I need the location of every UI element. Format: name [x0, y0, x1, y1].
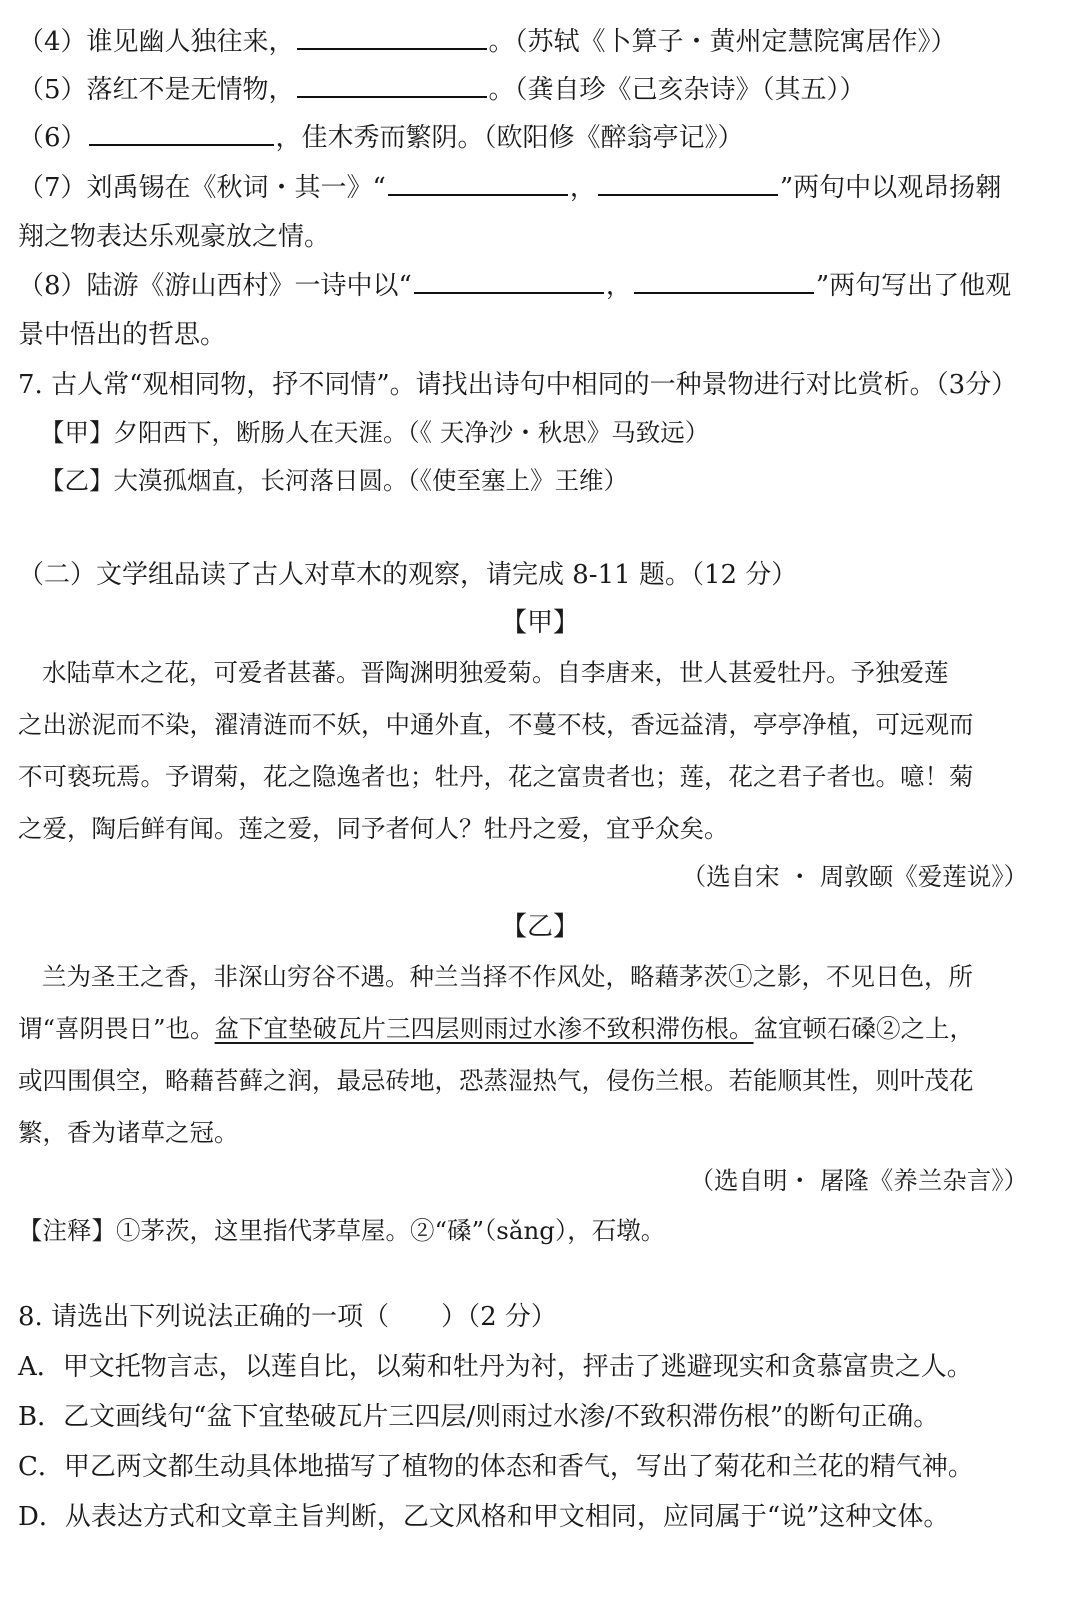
question7-stem: 7. 古人常“观相同物，抒不同情”。请找出诗句中相同的一种景物进行对比赏析。（3分） — [18, 370, 1018, 400]
recitation-q5 — [18, 72, 866, 106]
passage-yi-heading: 【乙】 — [500, 912, 579, 942]
q7-separator: ， — [569, 173, 596, 203]
q8-separator: ， — [605, 271, 632, 301]
q6-suffix: ，佳木秀而繁阴。（欧阳修《醉翁亭记》） — [275, 123, 744, 153]
passage-yi-line-2-end: 盆宜顿石磉②之上， — [753, 1014, 975, 1043]
q7-prefix: （7）刘禹锡在《秋词・其一》“ — [18, 173, 386, 203]
passage-jia-source: （选自宋 ・ 周敦颐《爱莲说》） — [681, 862, 1028, 891]
q8-answer-blank-2[interactable] — [634, 268, 814, 294]
q4-suffix: 。（苏轼《卜算子・黄州定慧院寓居作》） — [488, 27, 957, 57]
q6-prefix: （6） — [18, 123, 87, 153]
q7-answer-blank-1[interactable] — [388, 170, 568, 196]
passage-jia-line-2: 之出淤泥而不染，濯清涟而不妖，中通外直，不蔓不枝，香远益清，亭亭净植，可远观而 — [18, 710, 974, 739]
recitation-q8-line2: 景中悟出的哲思。 — [18, 320, 227, 350]
question8-option-b[interactable]: B．乙文画线句“盆下宜垫破瓦片三四层/则雨过水渗/不致积滞伤根”的断句正确。 — [18, 1402, 940, 1432]
recitation-q7-line2: 翔之物表达乐观豪放之情。 — [18, 222, 331, 252]
recitation-q8 — [18, 268, 1011, 302]
question7-poem-yi: 【乙】大漠孤烟直，长河落日圆。（《使至塞上》王维） — [40, 466, 628, 495]
passage-yi-line-3: 或四围俱空，略藉苔藓之润，最忌砖地，恐蒸湿热气，侵伤兰根。若能顺其性，则叶茂花 — [18, 1066, 974, 1095]
question7-poem-jia: 【甲】夕阳西下，断肠人在天涯。（《 天净沙・秋思》马致远） — [40, 418, 710, 447]
passage-yi-line-2 — [18, 1012, 974, 1046]
q5-prefix: （5）落红不是无情物， — [18, 75, 295, 105]
annotation-notes: 【注释】①茅茨，这里指代茅草屋。②“磉”（sǎng），石墩。 — [18, 1216, 666, 1245]
passage-yi-source: （选自明・ 屠隆《养兰杂言》） — [689, 1166, 1028, 1195]
q8-prefix: （8）陆游《游山西村》一诗中以“ — [18, 271, 412, 301]
question8-option-a[interactable]: A．甲文托物言志，以莲自比，以菊和牡丹为衬，抨击了逃避现实和贪慕富贵之人。 — [18, 1352, 973, 1382]
section2-intro: （二）文学组品读了古人对草木的观察，请完成 8-11 题。（12 分） — [18, 560, 798, 590]
recitation-q6 — [18, 120, 744, 154]
recitation-q7 — [18, 170, 1001, 204]
passage-yi-line-1: 兰为圣王之香，非深山穷谷不遇。种兰当择不作风处，略藉茅茨①之影，不见日色，所 — [42, 962, 973, 991]
q5-suffix: 。（龚自珍《己亥杂诗》（其五）） — [488, 75, 866, 105]
q8-suffix: ”两句写出了他观 — [815, 271, 1012, 301]
q4-prefix: （4）谁见幽人独往来， — [18, 27, 295, 57]
passage-jia-line-4: 之爱，陶后鲜有闻。莲之爱，同予者何人？牡丹之爱，宜乎众矣。 — [18, 814, 729, 843]
q7-answer-blank-2[interactable] — [598, 170, 778, 196]
recitation-q4 — [18, 24, 957, 58]
underlined-sentence: 盆下宜垫破瓦片三四层则雨过水渗不致积滞伤根。 — [214, 1014, 754, 1043]
q5-answer-blank[interactable] — [297, 72, 487, 98]
q7-suffix: ”两句中以观昂扬翱 — [779, 173, 1002, 203]
passage-jia-line-3: 不可亵玩焉。予谓菊，花之隐逸者也；牡丹，花之富贵者也；莲，花之君子者也。噫！菊 — [18, 762, 974, 791]
passage-jia-heading: 【甲】 — [500, 608, 579, 638]
passage-yi-line-4: 繁，香为诸草之冠。 — [18, 1118, 239, 1147]
passage-jia-line-1: 水陆草木之花，可爱者甚蕃。晋陶渊明独爱菊。自李唐来，世人甚爱牡丹。予独爱莲 — [42, 658, 949, 687]
q4-answer-blank[interactable] — [297, 24, 487, 50]
question8-stem: 8. 请选出下列说法正确的一项（ ）（2 分） — [18, 1302, 557, 1332]
passage-yi-line-2-start: 谓“喜阴畏日”也。 — [18, 1014, 215, 1043]
question8-option-d[interactable]: D．从表达方式和文章主旨判断，乙文风格和甲文相同，应同属于“说”这种文体。 — [18, 1502, 950, 1532]
q8-answer-blank-1[interactable] — [414, 268, 604, 294]
question8-option-c[interactable]: C．甲乙两文都生动具体地描写了植物的体态和香气，写出了菊花和兰花的精气神。 — [18, 1452, 974, 1482]
q6-answer-blank[interactable] — [89, 120, 274, 146]
